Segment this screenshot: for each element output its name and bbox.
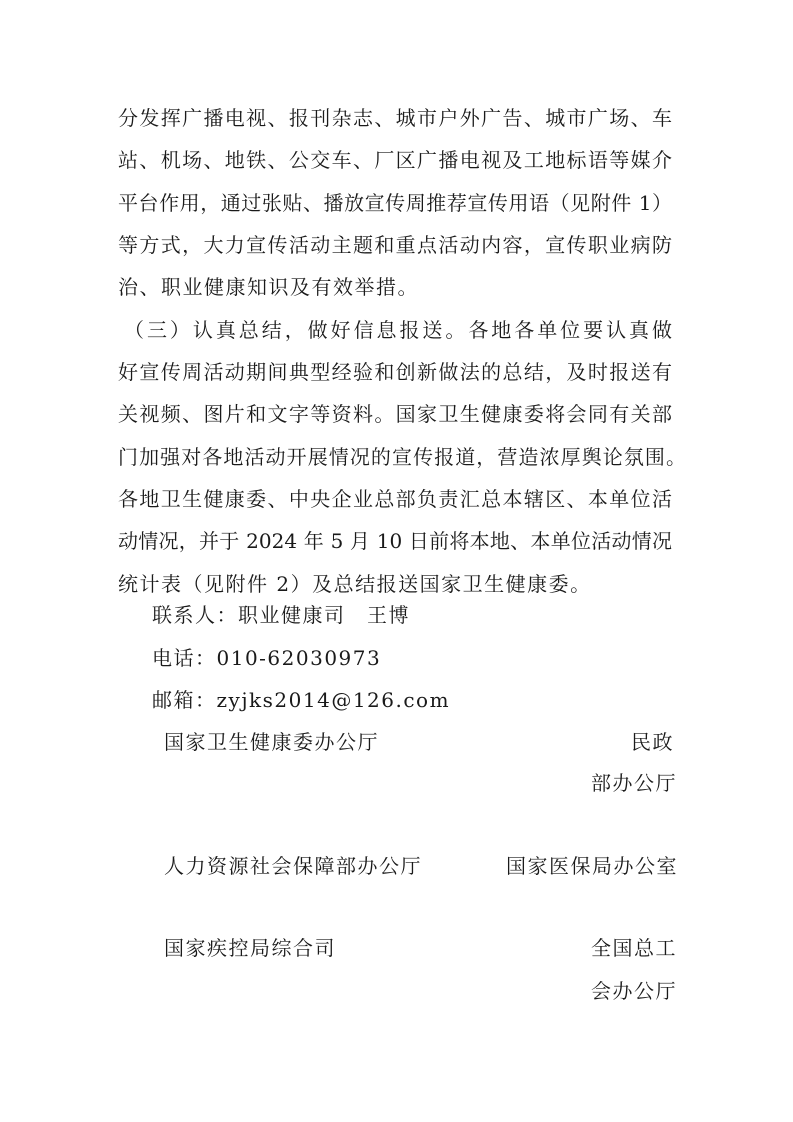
signatory-nhsa: 国家医保局办公室: [506, 854, 678, 878]
body-text-line: 分发挥广播电视、报刊杂志、城市户外广告、城市广场、车: [118, 106, 672, 130]
body-text-line: 好宣传周活动期间典型经验和创新做法的总结，及时报送有: [118, 360, 672, 384]
signatory-mohrss: 人力资源社会保障部办公厅: [164, 854, 422, 878]
signatory-mca-line2: 部办公厅: [591, 771, 677, 795]
signatory-mca-line1: 民政: [631, 730, 674, 754]
body-text-line: 动情况，并于 2024 年 5 月 10 日前将本地、本单位活动情况: [118, 529, 672, 553]
contact-email: 邮箱：zyjks2014@126.com: [152, 688, 451, 712]
body-text-line: 门加强对各地活动开展情况的宣传报道，营造浓厚舆论氛围。: [118, 445, 686, 469]
signatory-ndcpa: 国家疾控局综合司: [164, 936, 336, 960]
body-text-line: 站、机场、地铁、公交车、厂区广播电视及工地标语等媒介: [118, 148, 672, 172]
body-text-line: 等方式，大力宣传活动主题和重点活动内容，宣传职业病防: [118, 233, 672, 257]
contact-phone: 电话：010-62030973: [152, 646, 382, 670]
signatory-nhc: 国家卫生健康委办公厅: [164, 730, 379, 754]
signatory-acftu-line2: 会办公厅: [591, 979, 677, 1003]
section-heading-line: （三）认真总结，做好信息报送。各地各单位要认真做: [124, 318, 672, 342]
body-text-line: 各地卫生健康委、中央企业总部负责汇总本辖区、本单位活: [118, 487, 672, 511]
contact-person: 联系人：职业健康司 王博: [152, 603, 410, 627]
body-text-line: 统计表（见附件 2）及总结报送国家卫生健康委。: [118, 572, 592, 596]
body-text-line: 平台作用，通过张贴、播放宣传周推荐宣传用语（见附件 1）: [118, 191, 672, 215]
body-text-line: 关视频、图片和文字等资料。国家卫生健康委将会同有关部: [118, 402, 672, 426]
signatory-acftu-line1: 全国总工: [591, 936, 677, 960]
body-text-line: 治、职业健康知识及有效举措。: [118, 275, 419, 299]
